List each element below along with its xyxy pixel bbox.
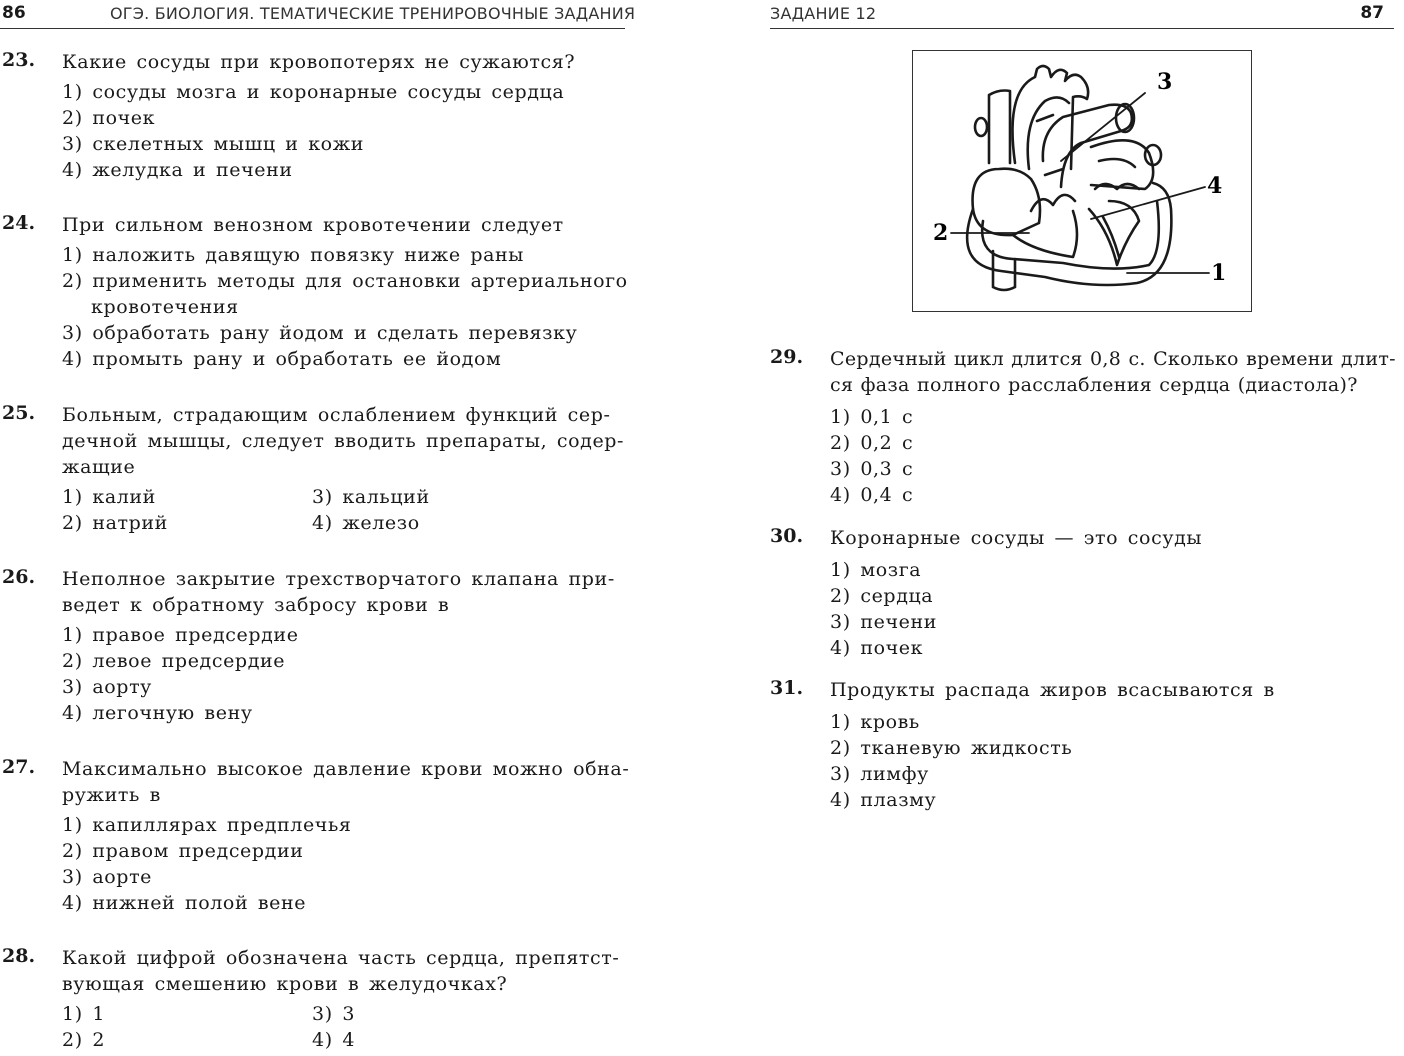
answer-option: 3) аорту (62, 676, 152, 698)
question-31 (770, 677, 1400, 813)
answer-option: 3) кальций (312, 486, 430, 508)
question-text-line: ся фаза полного расслабления сердца (диастола)? (830, 374, 1358, 396)
answer-option: 2) почек (62, 107, 156, 129)
question-number: 26. (2, 566, 36, 588)
question-number: 31. (770, 677, 804, 699)
answer-option: 3) аорте (62, 866, 153, 888)
question-29 (770, 346, 1400, 508)
answer-option: 3) обработать рану йодом и сделать перевязку (62, 322, 578, 344)
right-ventricle (1013, 211, 1077, 257)
answer-option: 2) тканевую жидкость (830, 737, 1073, 759)
question-text (62, 945, 632, 997)
heart-diagram (912, 50, 1252, 312)
answer-option: 1) капиллярах предплечья (62, 814, 352, 836)
answer-option: 2) натрий (62, 512, 168, 534)
question-text-line: Какой цифрой обозначена часть сердца, препятст- (62, 947, 620, 969)
question-25 (2, 402, 632, 536)
answer-option: 2) правом предсердии (62, 840, 304, 862)
left-atrium (1091, 140, 1153, 189)
left-running-header (0, 0, 636, 29)
question-23 (2, 49, 632, 183)
question-text: Коронарные сосуды — это сосуды (830, 527, 1203, 549)
question-number: 29. (770, 346, 804, 368)
answer-option: 3) 0,3 с (830, 458, 914, 480)
question-text: При сильном венозном кровотечении следует (62, 214, 564, 236)
pulmonary-branch (1037, 115, 1063, 175)
answer-option: 4) почек (830, 637, 924, 659)
question-number: 28. (2, 945, 36, 967)
answer-option: 1) сосуды мозга и коронарные сосуды сердца (62, 81, 565, 103)
left-atrium-inner (1099, 159, 1135, 167)
answer-option: 1) 0,1 с (830, 406, 914, 428)
answer-option-continuation: кровотечения (91, 296, 239, 318)
left-page (0, 0, 640, 1056)
question-number: 23. (2, 49, 36, 71)
question-number: 24. (2, 212, 36, 234)
answer-option: 4) легочную вену (62, 702, 253, 724)
answer-option: 2) сердца (830, 585, 934, 607)
question-26 (2, 566, 632, 726)
superior-vena-cava (989, 91, 1010, 164)
answer-options (62, 484, 632, 536)
question-text-line: жащие (62, 456, 136, 478)
question-text (62, 756, 632, 808)
figure-label-3: 3 (1157, 69, 1173, 95)
book-title: ОГЭ. БИОЛОГИЯ. ТЕМАТИЧЕСКИЕ ТРЕНИРОВОЧНЫЕ ЗАДАНИЯ (110, 4, 636, 23)
answer-options (830, 557, 1400, 661)
answer-options (62, 1001, 632, 1053)
page-number: 87 (1360, 3, 1384, 23)
question-text: Какие сосуды при кровопотерях не сужаются? (62, 51, 576, 73)
question-24 (2, 212, 632, 372)
answer-option: 1) калий (62, 486, 156, 508)
answer-option: 2) 2 (62, 1029, 106, 1051)
answer-option: 2) 0,2 с (830, 432, 914, 454)
answer-options (62, 812, 632, 916)
answer-option: 4) плазму (830, 789, 937, 811)
answer-options (62, 242, 632, 372)
answer-option: 4) 0,4 с (830, 484, 914, 506)
heart-illustration (913, 51, 1253, 313)
question-text: Продукты распада жиров всасываются в (830, 679, 1275, 701)
answer-options (62, 622, 632, 726)
question-text-line: ружить в (62, 784, 161, 806)
septum-inner (1103, 217, 1119, 257)
answer-option: 4) железо (312, 512, 420, 534)
answer-option: 4) желудка и печени (62, 159, 293, 181)
vessel-branch (975, 118, 987, 136)
answer-option: 4) промыть рану и обработать ее йодом (62, 348, 502, 370)
answer-option: 1) кровь (830, 711, 920, 733)
right-running-header (770, 0, 1394, 29)
question-text (62, 566, 632, 618)
answer-option: 2) левое предсердие (62, 650, 286, 672)
answer-option: 1) наложить давящую повязку ниже раны (62, 244, 525, 266)
right-page (770, 0, 1404, 1056)
question-text (62, 402, 632, 480)
question-text-line: Больным, страдающим ослаблением функций сер- (62, 404, 611, 426)
answer-option: 2) применить методы для остановки артериального (62, 270, 628, 292)
pointer-line-4 (1091, 187, 1205, 219)
answer-options (830, 709, 1400, 813)
answer-options (62, 79, 632, 183)
septum (1089, 201, 1139, 265)
question-number: 27. (2, 756, 36, 778)
answer-option: 3) лимфу (830, 763, 929, 785)
answer-option: 3) печени (830, 611, 937, 633)
answer-option: 1) мозга (830, 559, 922, 581)
answer-option: 1) 1 (62, 1003, 106, 1025)
task-title: ЗАДАНИЕ 12 (770, 4, 877, 23)
pulmonary-trunk (1043, 105, 1132, 187)
question-number: 25. (2, 402, 36, 424)
aorta (1013, 66, 1089, 169)
answer-option: 1) правое предсердие (62, 624, 299, 646)
question-text-line: Сердечный цикл длится 0,8 с. Сколько времени длит- (830, 348, 1396, 370)
question-number: 30. (770, 525, 804, 547)
answer-option: 3) скелетных мышц и кожи (62, 133, 365, 155)
question-text-line: Максимально высокое давление крови можно обна- (62, 758, 630, 780)
question-text-line: ведет к обратному забросу крови в (62, 594, 450, 616)
question-text (830, 346, 1400, 398)
question-30 (770, 525, 1400, 661)
answer-option: 4) нижней полой вене (62, 892, 307, 914)
question-28 (2, 945, 632, 1053)
question-text-line: Неполное закрытие трехстворчатого клапана при- (62, 568, 615, 590)
question-text-line: вующая смешению крови в желудочках? (62, 973, 508, 995)
question-27 (2, 756, 632, 916)
answer-option: 4) 4 (312, 1029, 356, 1051)
page-number: 86 (2, 3, 26, 23)
figure-label-4: 4 (1207, 173, 1223, 199)
figure-label-2: 2 (933, 220, 949, 246)
figure-label-1: 1 (1211, 260, 1227, 286)
question-text-line: дечной мышцы, следует вводить препараты, содер- (62, 430, 625, 452)
answer-option: 3) 3 (312, 1003, 356, 1025)
answer-options (830, 404, 1400, 508)
